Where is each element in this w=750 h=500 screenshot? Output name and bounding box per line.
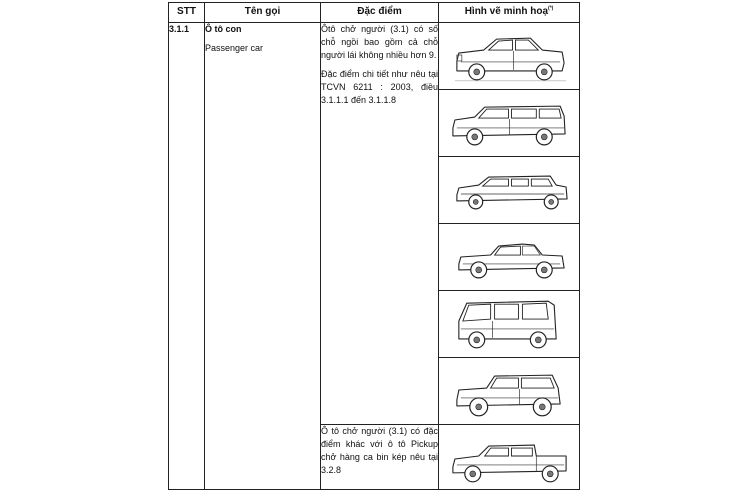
features-paragraph-2: Đặc điểm chi tiết như nêu tại TCVN 6211 : 2003, điều 3.1.1.1 đến 3.1.1.8 xyxy=(321,69,438,106)
illustration-cell-sedan xyxy=(439,23,580,90)
header-features: Đặc điểm xyxy=(321,3,439,23)
features-paragraph-3: Ô tô chở người (3.1) có đặc điểm khác với ô tô Pickup chở hàng ca bin kép nêu tại 3.2.8 xyxy=(321,426,438,476)
van-icon xyxy=(439,291,579,357)
header-illustration xyxy=(439,3,580,23)
vehicle-classification-table xyxy=(168,2,580,490)
header-name: Tên gọi xyxy=(205,3,321,23)
row-stt: 3.1.1 xyxy=(169,23,205,490)
illustration-cell-suv xyxy=(439,358,580,425)
features-paragraph-1: Ôtô chở người (3.1) có số chỗ ngồi bao gồm cả chỗ người lái không nhiều hơn 9. xyxy=(321,24,438,61)
convertible-icon xyxy=(439,224,579,290)
suv-icon xyxy=(439,358,579,424)
row-name-vi: Ô tô con xyxy=(205,24,242,34)
header-illustration-note: (*) xyxy=(548,5,554,12)
illustration-cell-limousine xyxy=(439,157,580,224)
row-features xyxy=(321,23,439,425)
pickup-icon xyxy=(439,425,579,489)
table-header-row xyxy=(169,3,580,23)
header-illustration-label: Hình vẽ minh hoạ xyxy=(464,6,549,18)
illustration-cell-van xyxy=(439,291,580,358)
row-name xyxy=(205,23,321,490)
illustration-cell-convertible xyxy=(439,224,580,291)
limousine-icon xyxy=(439,157,579,223)
station-wagon-icon xyxy=(439,90,579,156)
row-features-pickup xyxy=(321,425,439,490)
illustration-cell-wagon xyxy=(439,90,580,157)
illustration-cell-pickup xyxy=(439,425,580,490)
header-stt: STT xyxy=(169,3,205,23)
sedan-icon xyxy=(439,23,579,89)
row-name-en: Passenger car xyxy=(205,43,264,54)
table-row xyxy=(169,23,580,90)
